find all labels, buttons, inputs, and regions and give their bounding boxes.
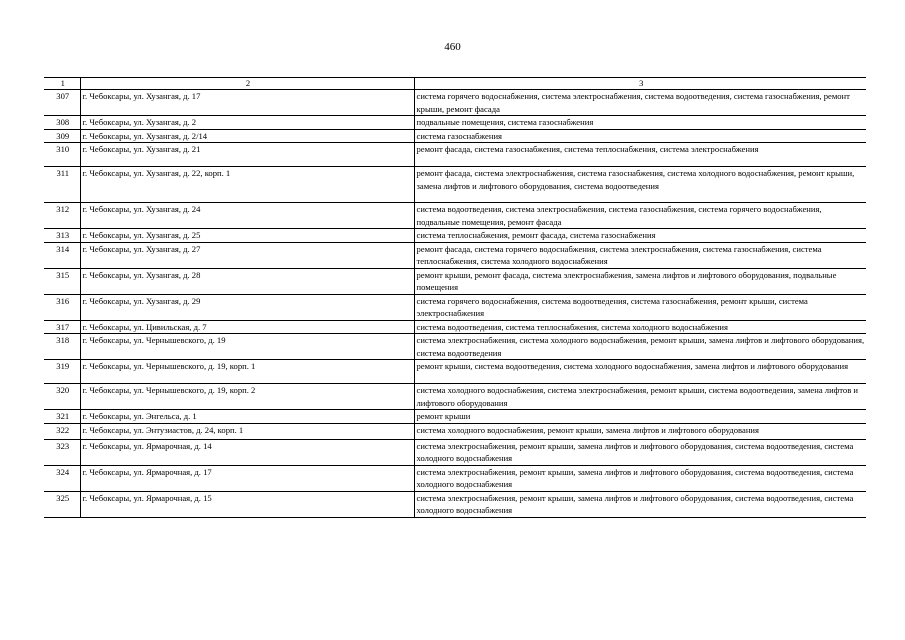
row-works: ремонт фасада, система горячего водоснабжения, система электроснабжения, система газоснабжения, система теплоснабжения, система холодного водоснабжения	[414, 242, 866, 268]
row-address: г. Чебоксары, ул. Ярмарочная, д. 15	[80, 491, 414, 517]
row-works: система электроснабжения, ремонт крыши, замена лифтов и лифтового оборудования, система водоотведения, система холодного водоснабжения	[414, 439, 866, 465]
header-col-2: 2	[80, 78, 414, 90]
row-address: г. Чебоксары, ул. Ярмарочная, д. 14	[80, 439, 414, 465]
row-address: г. Чебоксары, ул. Хузангая, д. 24	[80, 203, 414, 229]
row-works: ремонт крыши	[414, 410, 866, 424]
row-number: 323	[44, 439, 80, 465]
row-works: ремонт крыши, ремонт фасада, система электроснабжения, замена лифтов и лифтового оборудования, подвальные помещения	[414, 268, 866, 294]
row-works: система электроснабжения, ремонт крыши, замена лифтов и лифтового оборудования, система водоотведения, система холодного водоснабжения	[414, 465, 866, 491]
table-row	[44, 334, 866, 360]
row-number: 320	[44, 384, 80, 410]
table-row	[44, 167, 866, 203]
table-row	[44, 143, 866, 167]
table-row	[44, 410, 866, 424]
table-row	[44, 384, 866, 410]
table-row	[44, 229, 866, 243]
row-address: г. Чебоксары, ул. Хузангая, д. 2/14	[80, 129, 414, 143]
table-body	[44, 90, 866, 518]
table-row	[44, 360, 866, 384]
row-number: 319	[44, 360, 80, 384]
header-col-3: 3	[414, 78, 866, 90]
row-number: 310	[44, 143, 80, 167]
table-row	[44, 129, 866, 143]
header-col-1: 1	[44, 78, 80, 90]
registry-table	[44, 77, 866, 518]
row-number: 315	[44, 268, 80, 294]
row-address: г. Чебоксары, ул. Хузангая, д. 28	[80, 268, 414, 294]
row-works: система теплоснабжения, ремонт фасада, система газоснабжения	[414, 229, 866, 243]
row-works: система горячего водоснабжения, система электроснабжения, система водоотведения, система газоснабжения, ремонт крыши, ремонт фасада	[414, 90, 866, 116]
row-works: система холодного водоснабжения, система электроснабжения, ремонт крыши, система водоотведения, замена лифтов и лифтового оборудования	[414, 384, 866, 410]
table-row	[44, 320, 866, 334]
row-works: система электроснабжения, система холодного водоснабжения, ремонт крыши, замена лифтов и лифтового оборудования, система водоотведения	[414, 334, 866, 360]
row-address: г. Чебоксары, ул. Цивильская, д. 7	[80, 320, 414, 334]
row-address: г. Чебоксары, ул. Хузангая, д. 29	[80, 294, 414, 320]
table-row	[44, 465, 866, 491]
row-number: 313	[44, 229, 80, 243]
row-number: 316	[44, 294, 80, 320]
table-row	[44, 203, 866, 229]
header-row	[44, 78, 866, 90]
row-works: ремонт фасада, система электроснабжения, система газоснабжения, система холодного водоснабжения, ремонт крыши, замена лифтов и лифтового оборудования, система водоотведения	[414, 167, 866, 203]
row-number: 324	[44, 465, 80, 491]
row-address: г. Чебоксары, ул. Чернышевского, д. 19	[80, 334, 414, 360]
row-address: г. Чебоксары, ул. Энгельса, д. 1	[80, 410, 414, 424]
table-row	[44, 90, 866, 116]
row-works: система горячего водоснабжения, система водоотведения, система газоснабжения, ремонт крыши, система электроснабжения	[414, 294, 866, 320]
row-number: 322	[44, 423, 80, 439]
row-address: г. Чебоксары, ул. Хузангая, д. 17	[80, 90, 414, 116]
row-number: 311	[44, 167, 80, 203]
row-works: система электроснабжения, ремонт крыши, замена лифтов и лифтового оборудования, система водоотведения, система холодного водоснабжения	[414, 491, 866, 517]
row-works: система холодного водоснабжения, ремонт крыши, замена лифтов и лифтового оборудования	[414, 423, 866, 439]
row-works: система газоснабжения	[414, 129, 866, 143]
row-address: г. Чебоксары, ул. Ярмарочная, д. 17	[80, 465, 414, 491]
table-row	[44, 423, 866, 439]
row-works: система водоотведения, система электроснабжения, система газоснабжения, система горячего водоснабжения, подвальные помещения, ремонт фасада	[414, 203, 866, 229]
table-row	[44, 294, 866, 320]
row-address: г. Чебоксары, ул. Хузангая, д. 25	[80, 229, 414, 243]
row-number: 317	[44, 320, 80, 334]
row-number: 314	[44, 242, 80, 268]
row-address: г. Чебоксары, ул. Хузангая, д. 2	[80, 116, 414, 130]
table-row	[44, 439, 866, 465]
row-number: 318	[44, 334, 80, 360]
row-address: г. Чебоксары, ул. Энтузиастов, д. 24, корп. 1	[80, 423, 414, 439]
row-address: г. Чебоксары, ул. Чернышевского, д. 19, корп. 2	[80, 384, 414, 410]
row-address: г. Чебоксары, ул. Хузангая, д. 22, корп. 1	[80, 167, 414, 203]
page-number: 460	[444, 41, 461, 53]
table-row	[44, 242, 866, 268]
row-address: г. Чебоксары, ул. Хузангая, д. 27	[80, 242, 414, 268]
row-number: 321	[44, 410, 80, 424]
row-works: ремонт крыши, система водоотведения, система холодного водоснабжения, замена лифтов и лифтового оборудования	[414, 360, 866, 384]
row-works: ремонт фасада, система газоснабжения, система теплоснабжения, система электроснабжения	[414, 143, 866, 167]
row-number: 307	[44, 90, 80, 116]
row-number: 312	[44, 203, 80, 229]
row-number: 325	[44, 491, 80, 517]
row-number: 308	[44, 116, 80, 130]
table-row	[44, 491, 866, 517]
row-address: г. Чебоксары, ул. Хузангая, д. 21	[80, 143, 414, 167]
table-row	[44, 268, 866, 294]
row-works: подвальные помещения, система газоснабжения	[414, 116, 866, 130]
table-row	[44, 116, 866, 130]
row-number: 309	[44, 129, 80, 143]
row-works: система водоотведения, система теплоснабжения, система холодного водоснабжения	[414, 320, 866, 334]
table-header	[44, 78, 866, 90]
row-address: г. Чебоксары, ул. Чернышевского, д. 19, корп. 1	[80, 360, 414, 384]
